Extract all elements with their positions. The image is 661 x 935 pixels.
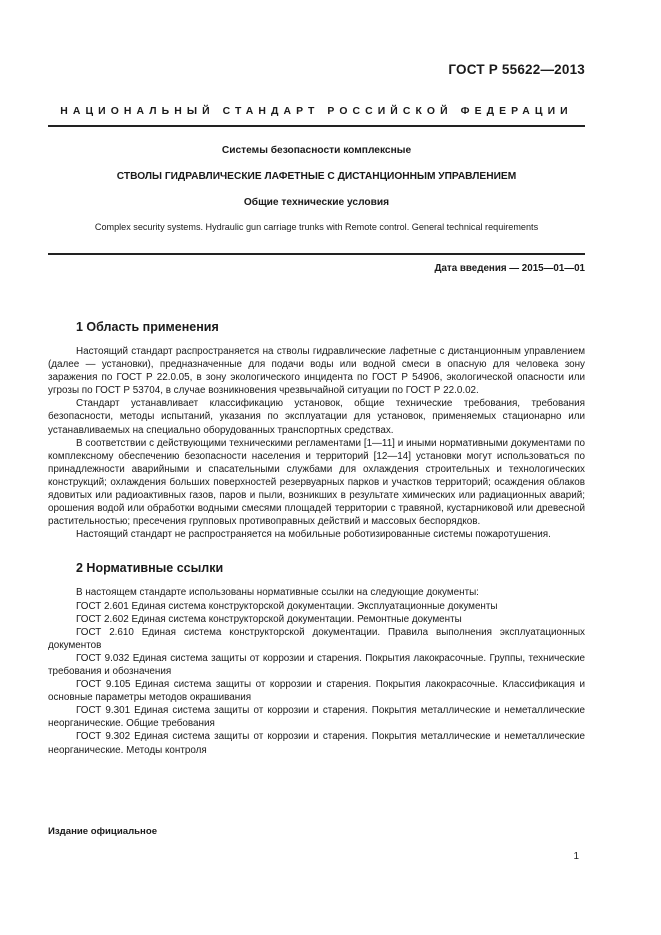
reference-item: ГОСТ 2.610 Единая система конструкторской документации. Правила выполнения эксплуатационных документов — [48, 626, 585, 651]
section-1-heading: 1 Область применения — [76, 320, 219, 334]
title-english: Complex security systems. Hydraulic gun carriage trunks with Remote control. General technical requirements — [94, 222, 539, 232]
national-standard-banner: НАЦИОНАЛЬНЫЙ СТАНДАРТ РОССИЙСКОЙ ФЕДЕРАЦИИ — [60, 106, 573, 117]
edition-label: Издание официальное — [48, 826, 158, 837]
section-gap — [48, 541, 585, 561]
reference-item: ГОСТ 9.302 Единая система защиты от коррозии и старения. Покрытия металлические и неметаллические неорганические. Методы контроля — [48, 731, 585, 756]
top-rule — [48, 125, 585, 127]
section-1-paragraph: В соответствии с действующими техническими регламентами [1—11] и иными нормативными документами по комплексному обеспечению безопасности населения и территорий [12—14] установки могут использоваться по принадлежности аварийными и спасательными службами для охлаждения строительных и технологических конструкций; охлаждения больших поверхностей резервуарных парков и участков территорий; осаждения облаков ядовитых или радиоактивных газов, паров и пыли, возникших в результате химических или радиационных аварий; орошения водой или обработки водными смесями площадей территории с травяной, кустарниковой или древесной растительностью; пресечения групповых противоправных действий и массовых беспорядков. — [48, 437, 585, 528]
reference-item: ГОСТ 9.301 Единая система защиты от коррозии и старения. Покрытия металлические и неметаллические неорганические. Общие требования — [48, 705, 585, 730]
title-block — [48, 145, 585, 232]
section-1-paragraph: Стандарт устанавливает классификацию установок, общие технические требования, требования безопасности, методы испытаний, указания по эксплуатации для установок, применяемых стационарно или устанавливаемых на специально оборудованных транспортных средствах. — [48, 398, 585, 436]
section-1-paragraph: Настоящий стандарт распространяется на стволы гидравлические лафетные с дистанционным управлением (далее — установки), предназначенные для подачи воды или водной смеси в опасную для человека зону заражения по ГОСТ Р 22.0.05, в зону экологического инцидента по ГОСТ Р 54906, экологической опасности или угрозы по ГОСТ Р 53704, в случае возникновения чрезвычайной ситуации по ГОСТ Р 22.0.02. — [48, 346, 585, 397]
title-main: СТВОЛЫ ГИДРАВЛИЧЕСКИЕ ЛАФЕТНЫЕ С ДИСТАНЦИОННЫМ УПРАВЛЕНИЕМ — [116, 171, 517, 182]
bottom-rule — [48, 253, 585, 255]
document-content — [48, 320, 585, 757]
section-2-heading: 2 Нормативные ссылки — [76, 561, 224, 576]
intro-date: Дата введения — 2015—01—01 — [434, 263, 585, 274]
reference-item: ГОСТ 2.602 Единая система конструкторской документации. Ремонтные документы — [76, 613, 462, 625]
reference-item: ГОСТ 9.105 Единая система защиты от коррозии и старения. Покрытия лакокрасочные. Классификация и основные параметры методов окрашивания — [48, 679, 585, 704]
reference-item: ГОСТ 2.601 Единая система конструкторской документации. Эксплуатационные документы — [76, 600, 498, 612]
reference-item: ГОСТ 9.032 Единая система защиты от коррозии и старения. Покрытия лакокрасочные. Группы, технические требования и обозначения — [48, 652, 585, 677]
gost-number: ГОСТ Р 55622—2013 — [448, 62, 585, 77]
page-number: 1 — [573, 851, 579, 862]
title-series: Системы безопасности комплексные — [221, 145, 412, 156]
title-subtitle: Общие технические условия — [243, 197, 390, 208]
reference-intro: В настоящем стандарте использованы нормативные ссылки на следующие документы: — [76, 587, 479, 599]
section-1-paragraph: Настоящий стандарт не распространяется на мобильные роботизированные системы пожаротушения. — [76, 529, 551, 541]
